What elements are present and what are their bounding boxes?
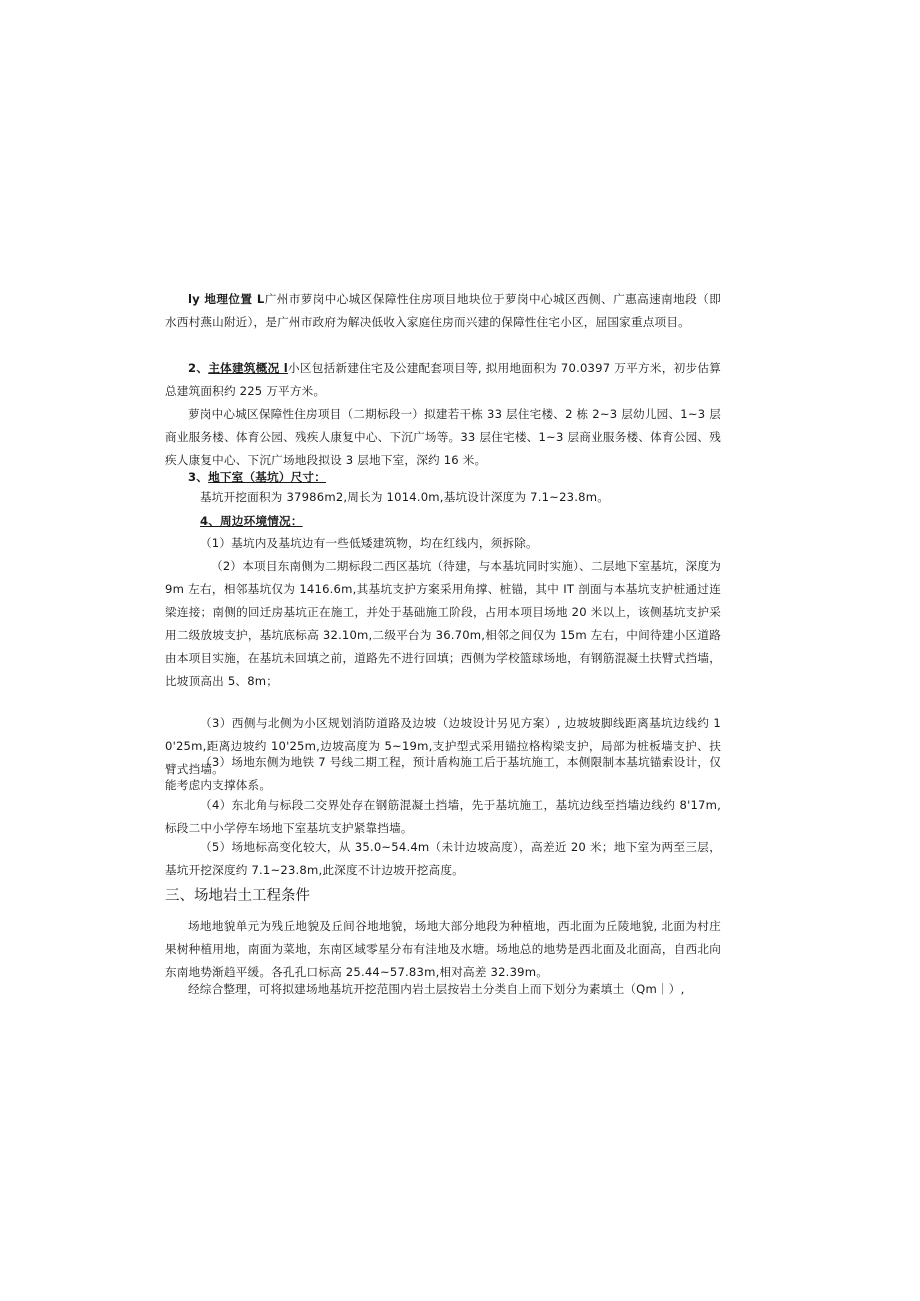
para-strata: 经综合整理，可将拟建场地基坑开挖范围内岩土层按岩土分类自上而下划分为素填土（Qm｜）, <box>188 982 685 996</box>
para-building-overview <box>165 357 721 403</box>
list-item: （5）场地标高变化较大，从 35.0~54.4m（未计边坡高度），高差近 20 米；地下室为两至三层，基坑开挖深度约 7.1~23.8m,此深度不计边坡开挖高度。 <box>165 840 721 877</box>
list-item: （3）西侧与北侧为小区规划消防道路及边坡（边坡设计另见方案）, 边坡坡脚线距离基坑边线约 10'25m,距离边坡约 10'25m,边坡高度为 5~19m,支护型式采用锚拉格构梁支护，局部为桩板墙支护、扶臂式挡墙。 <box>165 716 721 776</box>
list-item: （2）本项目东南侧为二期标段二西区基坑（待建，与本基坑同时实施）、二层地下室基坑，深度为 9m 左右，相邻基坑仅为 1416.6m,其基坑支护方案采用角撑、桩锚，其中 IT 剖面与本基坑支护桩通过连梁连接；南侧的回迁房基坑正在施工，并处于基础施工阶段，占用本项目场地 20 米以上，该侧基坑支护采用二级放坡支护，基坑底标高 32.10m,二级平台为 36.70m,相邻之间仅为 15m 左右，中间待建小区道路由本项目实施，在基坑未回填之前，道路先不进行回填；西侧为学校篮球场地，有钢筋混凝土扶臂式挡墙，比坡顶高出 5、8m； <box>165 559 721 688</box>
text-location: 广州市萝岗中心城区保障性住房项目地块位于萝岗中心城区西侧、广惠高速南地段（即水西村燕山附近），是广州市政府为解决低收入家庭住房而兴建的保障性住宅小区，屈国家重点项目。 <box>165 292 721 329</box>
list-item: （4）东北角与标段二交界处存在钢筋混凝土挡墙，先于基坑施工，基坑边线至挡墙边线约 8'17m,标段二中小学停车场地下室基坑支护紧靠挡墙。 <box>165 798 721 835</box>
list-item: （3）场地东侧为地铁 7 号线二期工程，预计盾构施工后于基坑施工，本侧限制本基坑锚索设计，仅能考虑内支撑体系。 <box>165 755 721 792</box>
label-location: ly 地理位置 L <box>188 292 265 306</box>
list-item: （1）基坑内及基坑边有一些低矮建筑物，均在红线内，须拆除。 <box>200 536 538 550</box>
label-surroundings: 4、周边环境情况： <box>200 514 303 528</box>
num-basement: 3、 <box>188 470 209 484</box>
num-building: 2、 <box>188 361 209 375</box>
para-basement-size: 基坑开挖面积为 37986m2,周长为 1014.0m,基坑设计深度为 7.1~23.8m。 <box>200 490 609 504</box>
para-location <box>165 288 721 334</box>
para-project-scope: 萝岗中心城区保障性住房项目（二期标段一）拟建若干栋 33 层住宅楼、2 栋 2~3 层幼儿园、1~3 层商业服务楼、体育公园、残疾人康复中心、下沉广场等。33 层住宅楼、1~3 层商业服务楼、体育公园、残疾人康复中心、下沉广场地段拟设 3 层地下室，深约 16 米。 <box>165 407 721 467</box>
para-surroundings-title <box>165 510 721 533</box>
section-heading: 三、场地岩土工程条件 <box>165 888 310 904</box>
label-basement: 地下室（基坑）尺寸： <box>208 470 327 484</box>
para-landform: 场地地貌单元为残丘地貌及丘间谷地地貌，场地大部分地段为种植地，西北面为丘陵地貌, 北面为村庄果树种植用地，南面为菜地，东南区域零星分布有洼地及水塘。场地总的地势是西北面及北面高，自西北向东南地势渐趋平缓。各孔孔口标高 25.44~57.83m,相对高差 32.39m。 <box>165 919 721 979</box>
label-building: 主体建筑概况 l <box>208 361 288 375</box>
text-building: 小区包括新建住宅及公建配套项目等, 拟用地面积为 70.0397 万平方米，初步估算总建筑面积约 225 万平方米。 <box>165 361 721 398</box>
